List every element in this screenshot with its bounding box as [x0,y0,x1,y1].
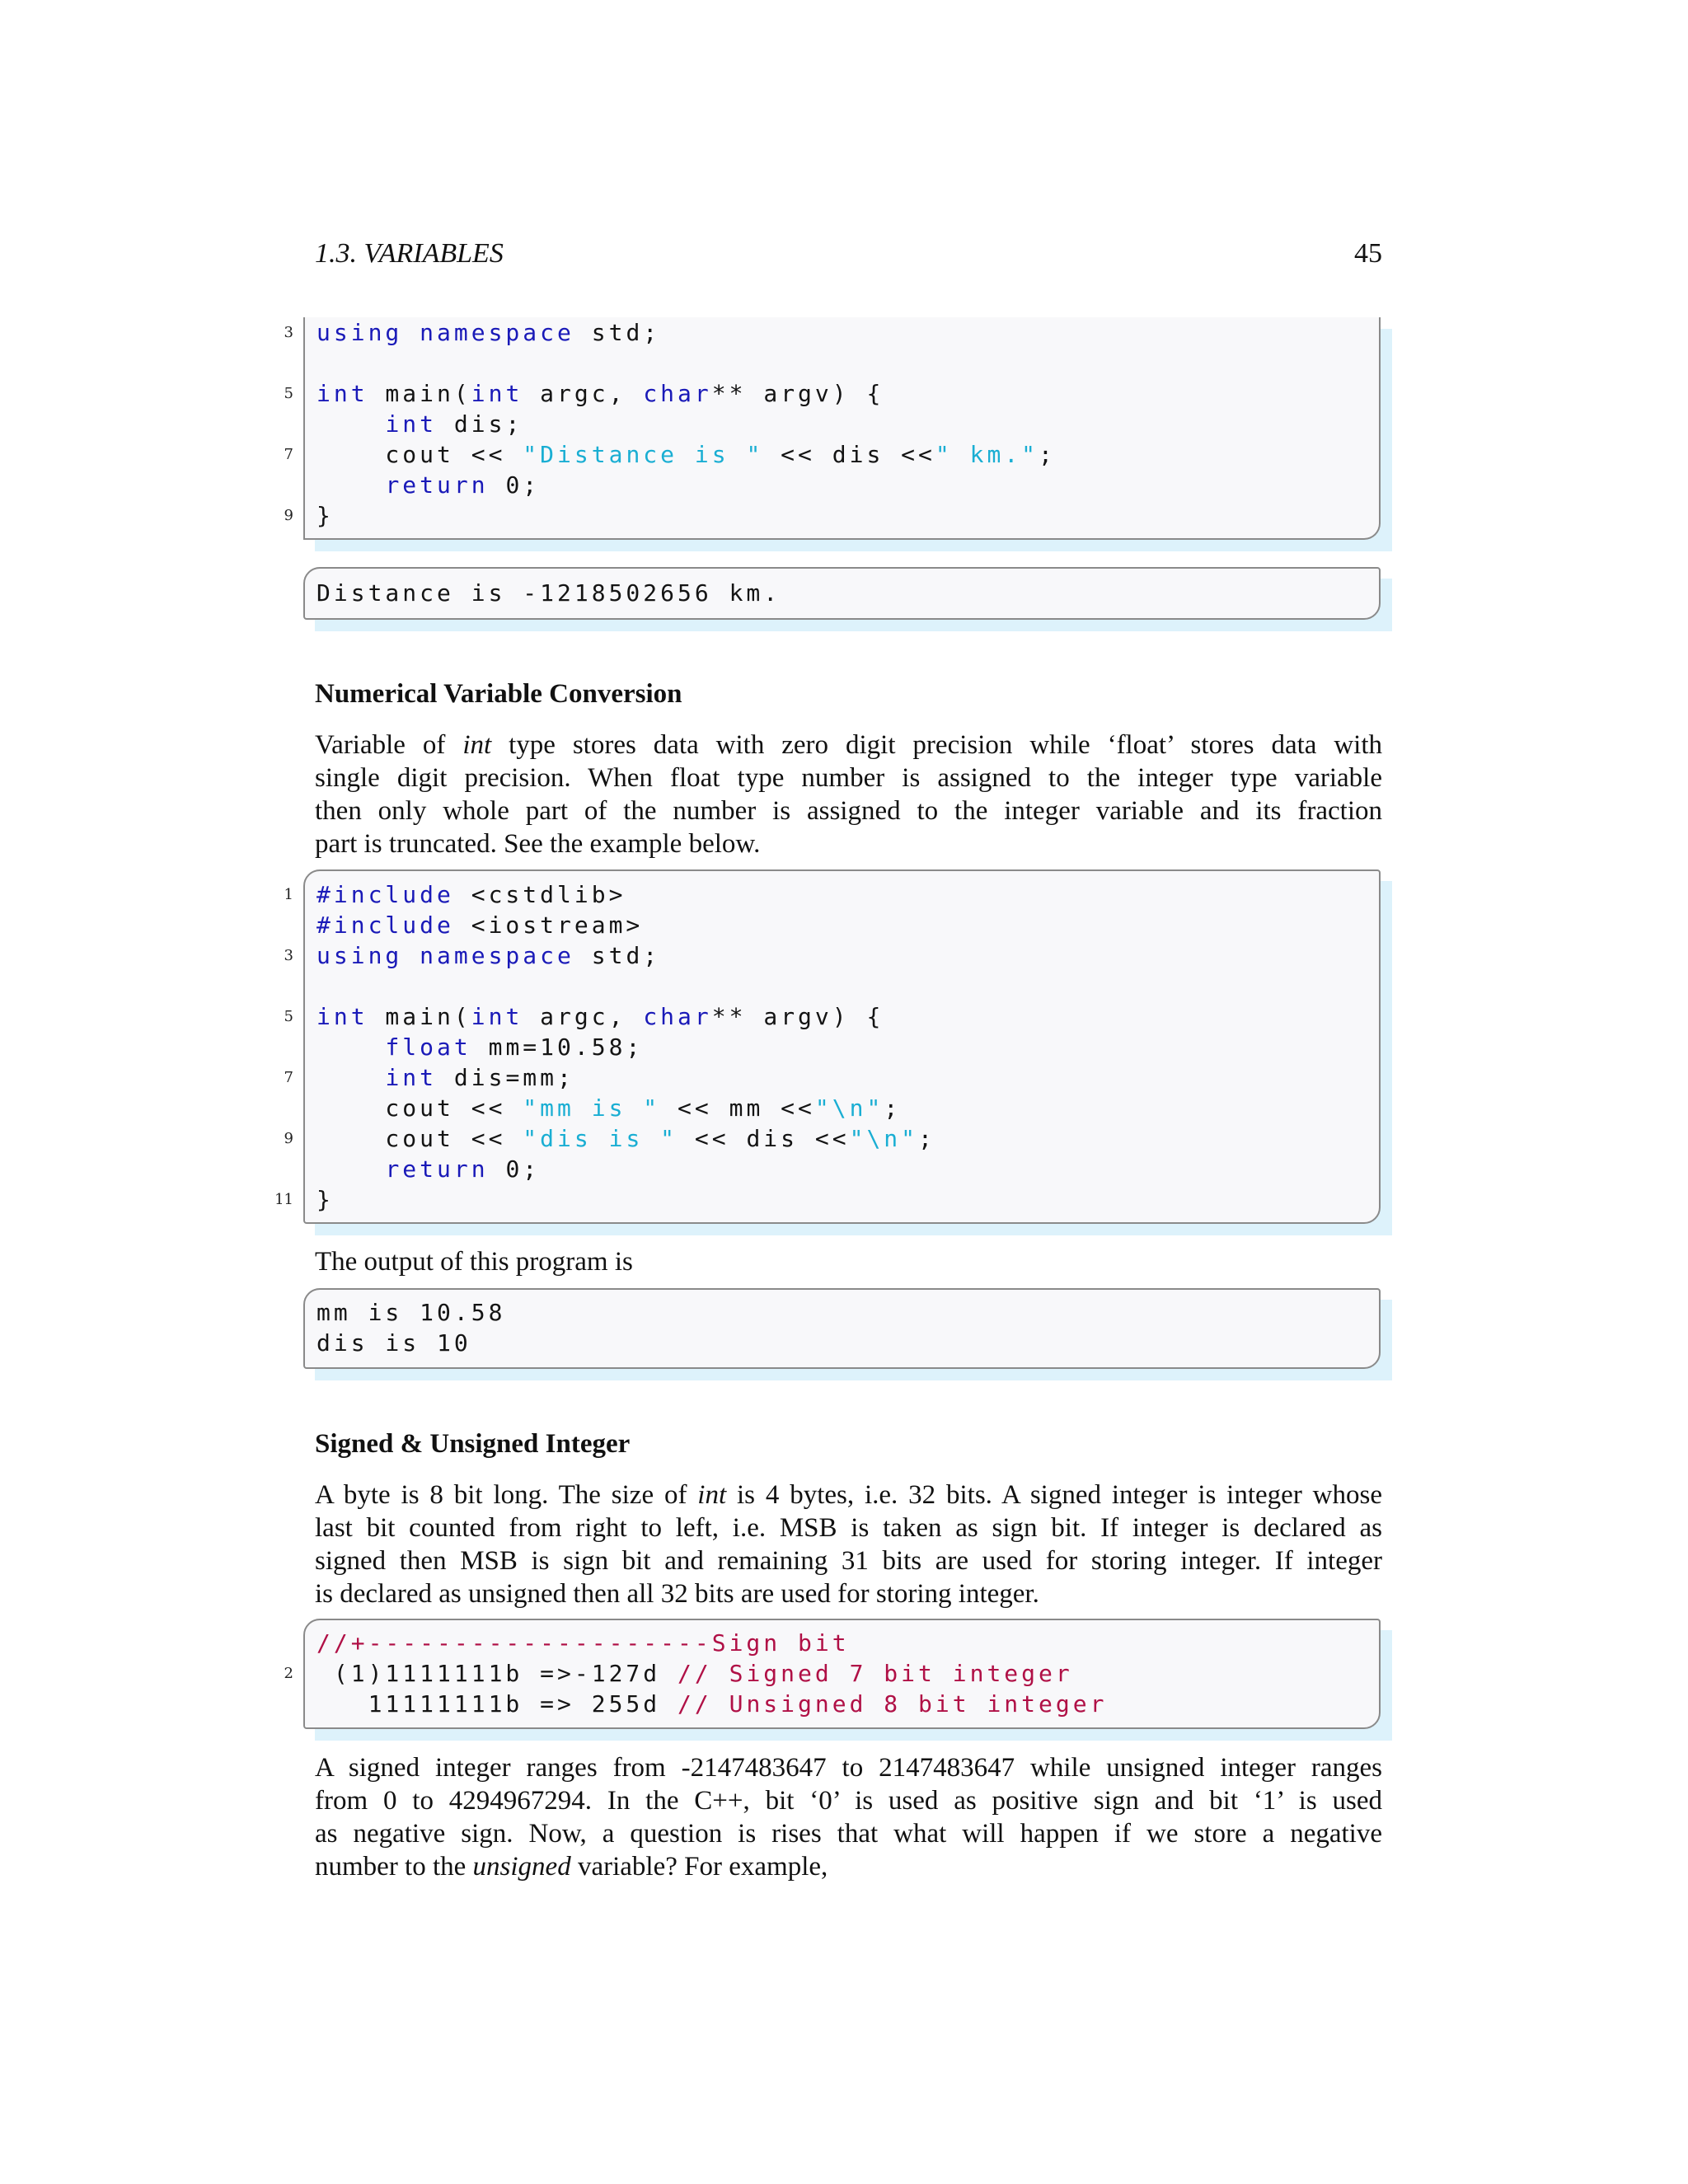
section-heading: Signed & Unsigned Integer [315,1429,631,1459]
text-run: part is truncated. See the example below. [315,829,761,859]
code-text: argc, [523,380,644,407]
text-run: variable? For example, [570,1852,828,1882]
code-text: 11111111b => 255d [316,1690,678,1718]
code-text: (1)1111111b =>-127d [316,1660,678,1687]
paragraph-line [315,1479,1382,1511]
code-keyword: #include [316,912,454,939]
code-line [303,971,1381,1001]
code-line [303,1123,1381,1154]
output-intro-text: The output of this program is [315,1247,633,1277]
code-text: ; [884,1094,902,1122]
paragraph [315,729,1382,860]
paragraph-line [315,794,1382,827]
code-line [303,348,1381,378]
code-text: } [316,1186,334,1213]
paragraph-line [315,1850,1382,1883]
code-line [303,1062,1381,1093]
code-line [303,940,1381,971]
text-run: Variable of [315,730,463,760]
code-text: ; [1039,441,1056,468]
paragraph-line [315,1511,1382,1544]
code-text [316,1064,385,1091]
code-comment: // Signed 7 bit integer [678,1660,1073,1687]
code-text: mm=10.58; [471,1033,644,1061]
code-text: cout << [316,1125,523,1152]
code-comment: // Unsigned 8 bit integer [678,1690,1108,1718]
paragraph-line [315,827,1382,860]
code-text [316,1155,385,1183]
code-text: 0; [488,471,541,499]
output-line: dis is 10 [316,1329,471,1357]
code-text: ** argv) { [711,380,884,407]
code-text: std; [574,319,661,346]
text-run: is 4 bytes, i.e. 32 bits. A signed integer is integer whose [726,1480,1382,1510]
code-keyword: int [385,1064,438,1091]
code-line [303,1154,1381,1184]
code-line [303,470,1381,500]
code-string: "mm is " [523,1094,661,1122]
paragraph-line [315,1544,1382,1577]
line-number: 11 [274,1191,293,1208]
code-keyword: using namespace [316,319,574,346]
code-text: main( [368,1003,471,1030]
output-line: mm is 10.58 [316,1299,506,1326]
code-block-3 [284,1619,1381,1729]
code-text: ** argv) { [711,1003,884,1030]
code-text: } [316,502,334,529]
line-number: 9 [284,507,293,524]
text-run: is declared as unsigned then all 32 bits are used for storing integer. [315,1579,1039,1609]
section-heading: Numerical Variable Conversion [315,679,682,709]
paragraph-line [315,1577,1382,1610]
code-text: 0; [488,1155,541,1183]
code-keyword: int [471,380,523,407]
code-line [303,1032,1381,1062]
line-number: 3 [284,324,293,341]
code-keyword: int [316,1003,368,1030]
line-number: 9 [284,1130,293,1147]
code-text: cout << [316,441,523,468]
output-line: Distance is -1218502656 km. [316,579,781,607]
code-line [303,910,1381,940]
code-line [303,879,1381,910]
code-keyword: using namespace [316,942,574,969]
code-text: <cstdlib> [453,881,626,908]
code-text: dis; [437,410,523,438]
code-text: ; [918,1125,935,1152]
text-run: type stores data with zero digit precision while ‘float’ stores data with [491,730,1382,760]
emphasis-text: unsigned [472,1852,571,1882]
code-comment: //+--------------------Sign bit [316,1629,850,1657]
emphasis-text: int [697,1480,727,1510]
code-text: std; [574,942,661,969]
text-run: A byte is 8 bit long. The size of [315,1480,698,1510]
code-keyword: return [385,471,489,499]
paragraph-line [315,1784,1382,1817]
emphasis-text: int [462,730,492,760]
code-text: main( [368,380,471,407]
line-number: 2 [284,1665,293,1682]
code-string: "Distance is " [523,441,764,468]
code-line [303,1628,1381,1658]
code-text [316,471,385,499]
text-run: single digit precision. When float type number is assigned to the integer type variable [315,763,1382,793]
code-line [303,409,1381,439]
code-keyword: char [643,1003,712,1030]
code-keyword: int [385,410,438,438]
paragraph [315,1751,1382,1883]
code-keyword: return [385,1155,489,1183]
output-block-1 [303,567,1381,620]
line-number: 5 [284,1008,293,1025]
code-line [303,439,1381,470]
line-number: 7 [284,446,293,463]
text-run: A signed integer ranges from -2147483647 to 2147483647 while unsigned integer ranges [315,1753,1382,1783]
code-keyword: float [385,1033,471,1061]
paragraph-line [315,1817,1382,1850]
code-line [303,317,1381,348]
code-keyword: char [643,380,712,407]
code-text [316,1033,385,1061]
code-string: "\n" [849,1125,919,1152]
page-number: 45 [1354,238,1382,269]
paragraph [315,1479,1382,1610]
paragraph-line [315,762,1382,794]
code-line [303,378,1381,409]
text-run: then only whole part of the number is assigned to the integer variable and its fraction [315,796,1382,826]
line-number: 5 [284,385,293,402]
code-line [303,1093,1381,1123]
line-number: 3 [284,947,293,964]
code-text: <iostream> [453,912,644,939]
code-text: << dis << [763,441,935,468]
code-string: " km." [935,441,1039,468]
code-line [303,1658,1381,1689]
text-run: from 0 to 4294967294. In the C++, bit ‘0’ is used as positive sign and bit ‘1’ is used [315,1786,1382,1816]
running-header-section: 1.3. VARIABLES [315,238,504,269]
code-string: "\n" [814,1094,884,1122]
text-run: last bit counted from right to left, i.e. MSB is taken as sign bit. If integer is declared as [315,1513,1382,1543]
code-line [303,500,1381,531]
text-run: as negative sign. Now, a question is rises that what will happen if we store a negative [315,1819,1382,1849]
code-string: "dis is " [523,1125,678,1152]
code-text: << mm << [660,1094,815,1122]
paragraph-line [315,1751,1382,1784]
code-block-2 [274,869,1381,1224]
code-text [316,410,385,438]
text-run: number to the [315,1852,473,1882]
code-text: cout << [316,1094,523,1122]
output-block-2 [303,1288,1381,1369]
code-line [303,1001,1381,1032]
code-text: dis=mm; [437,1064,574,1091]
line-number: 7 [284,1069,293,1086]
code-text: argc, [523,1003,644,1030]
text-run: signed then MSB is sign bit and remaining 31 bits are used for storing integer. If integer [315,1546,1382,1576]
paragraph-line [315,729,1382,762]
code-keyword: int [316,380,368,407]
code-keyword: #include [316,881,454,908]
code-line [303,1184,1381,1215]
code-line [303,1689,1381,1719]
code-block-1 [284,317,1381,540]
code-keyword: int [471,1003,523,1030]
line-number: 1 [284,886,293,903]
code-text: << dis << [678,1125,850,1152]
